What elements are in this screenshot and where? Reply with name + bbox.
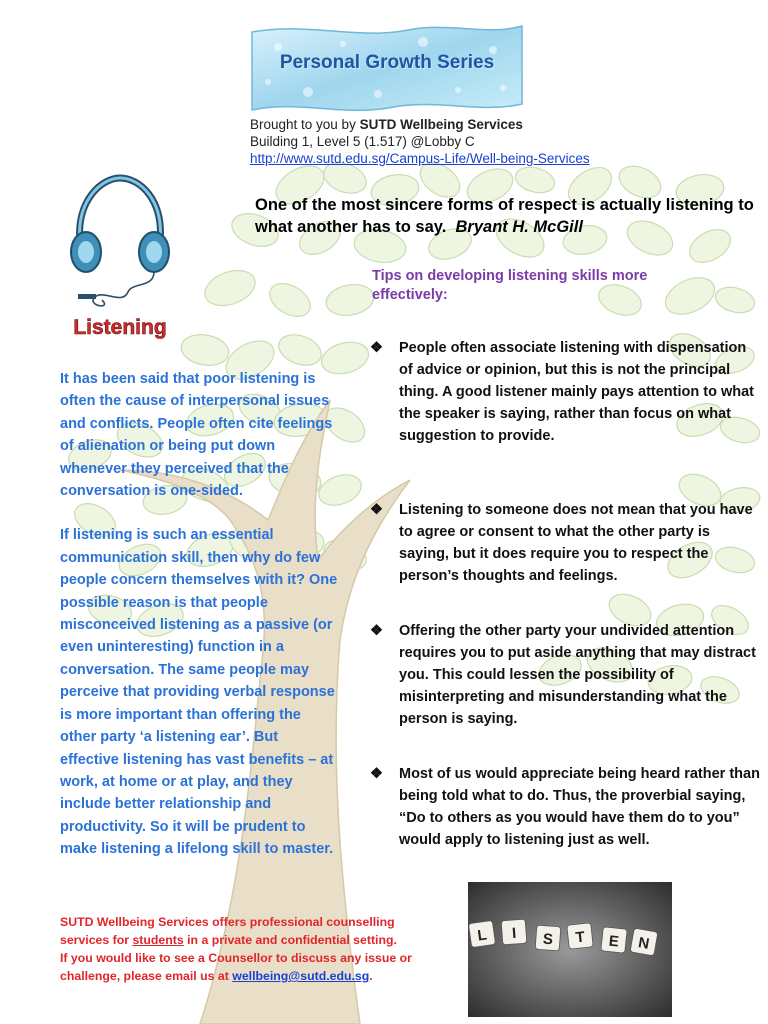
letter-tile	[601, 927, 627, 953]
tip-text: Most of us would appreciate being heard rather than being told what to do. Thus, the proverbial saying, “Do to others as you would have them do to you” would apply to listening just as well.	[399, 766, 760, 848]
tile-letter: S	[542, 930, 554, 949]
tip-item	[370, 337, 760, 447]
intro-text	[60, 368, 338, 861]
leaf	[713, 283, 758, 317]
intro-paragraph-2: If listening is such an essential communication skill, then why do few people concern themselves with it? One possible reason is that people misconceived listening as a passive (or even uninteresting) function in a conversation. The same people may perceive that providing verbal response is more important than offering the other party ‘a listening ear’. But effective listening has vast benefits – at work, at home or at play, and they include better relationship and productivity. So it will be prudent to make listening a lifelong skill to master.	[60, 527, 338, 858]
leaf	[200, 264, 260, 312]
contact-line	[60, 949, 420, 985]
services-link[interactable]: http://www.sutd.edu.sg/Campus-Life/Well-being-Services	[250, 151, 590, 166]
contact-period: .	[369, 969, 373, 983]
email-link[interactable]: wellbeing@sutd.edu.sg	[232, 969, 370, 983]
tile-letter: N	[636, 934, 651, 953]
tile-letter: L	[476, 926, 488, 945]
tile-letter: E	[607, 932, 620, 951]
organizer-name: SUTD Wellbeing Services	[359, 117, 523, 132]
students-emphasis: students	[132, 933, 184, 947]
tip-text: People often associate listening with dispensation of advice or opinion, but this is not the principal thing. A good listener mainly pays attention to what the speaker is saying, rather than focus on what suggestion to provide.	[399, 340, 755, 444]
letter-tile	[501, 919, 527, 945]
quote-text: One of the most sincere forms of respect is actually listening to what another has to say.	[255, 196, 754, 236]
counselling-note	[60, 913, 420, 985]
series-title: Personal Growth Series	[279, 52, 495, 73]
bullet-diamond-icon: ❖	[370, 623, 383, 639]
brought-by-prefix: Brought to you by	[250, 117, 360, 132]
leaf	[179, 331, 231, 369]
leaf	[324, 281, 376, 319]
tip-item	[370, 763, 760, 851]
contact-text: If you would like to see a Counsellor to discuss any issue or challenge, please email us at	[60, 951, 412, 983]
brought-by-line	[250, 116, 590, 133]
quote	[255, 194, 755, 238]
quote-author: Bryant H. McGill	[455, 218, 583, 236]
leaf	[264, 277, 316, 323]
bullet-diamond-icon: ❖	[370, 502, 383, 518]
tip-text: Offering the other party your undivided attention requires you to put aside anything that may distract you. This could lessen the possibility of misinterpreting and misunderstanding what the person is saying.	[399, 623, 756, 727]
letter-tile	[567, 923, 593, 949]
tip-item	[370, 499, 760, 587]
intro-paragraph-1: It has been said that poor listening is often the cause of interpersonal issues and conflicts. People often cite feelings of alienation or being put down whenever they perceived that the conversation is one-sided.	[60, 371, 333, 500]
tip-text: Listening to someone does not mean that you have to agree or consent to what the other party is saying, but it does require you to respect the person’s thoughts and feelings.	[399, 502, 753, 584]
tile-letter: I	[511, 924, 517, 943]
offer-text-b: in a private and confidential setting.	[183, 933, 397, 947]
leaf	[275, 329, 326, 370]
tile-letter: T	[574, 928, 586, 947]
leaf	[513, 163, 558, 197]
listen-tiles-photo	[468, 882, 672, 1017]
tips-title: Tips on developing listening skills more effectively:	[372, 268, 648, 303]
header-info	[250, 116, 590, 167]
headphones-icon	[58, 170, 182, 340]
bullet-diamond-icon: ❖	[370, 766, 383, 782]
letter-tile	[630, 928, 658, 956]
location-line: Building 1, Level 5 (1.517) @Lobby C	[250, 134, 475, 149]
bullet-diamond-icon: ❖	[370, 340, 383, 356]
letter-tile	[535, 925, 561, 951]
letter-tile	[468, 920, 495, 947]
offer-text-a: SUTD Wellbeing Services offers professional counselling services for	[60, 915, 395, 947]
counselling-offer	[60, 913, 420, 949]
listening-caption: Listening	[73, 316, 167, 339]
tip-item	[370, 620, 760, 730]
